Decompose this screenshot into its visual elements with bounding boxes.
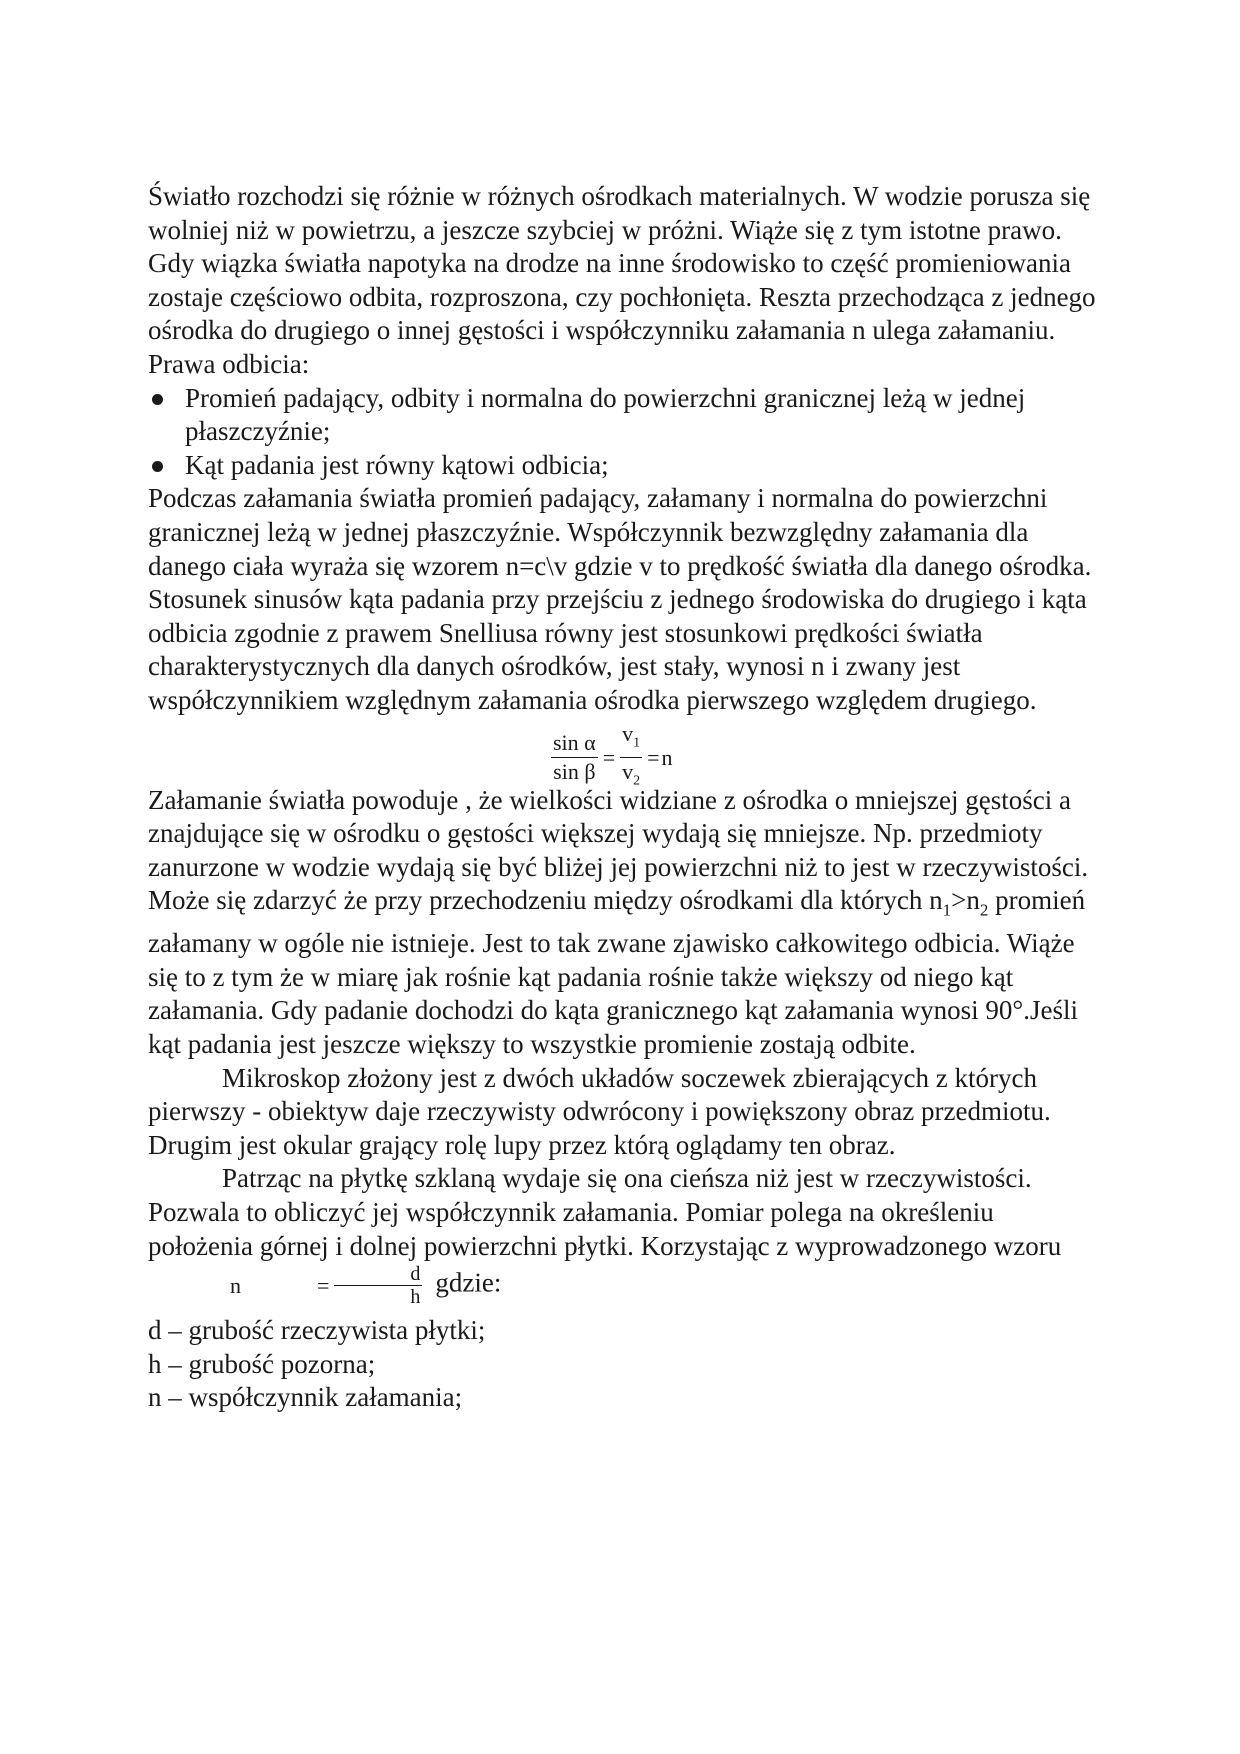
velocity-ratio-fraction [620, 720, 642, 796]
fraction-denominator: sin β [553, 758, 596, 784]
equals-sign: = [317, 1272, 330, 1298]
paragraph-microscope: Mikroskop złożony jest z dwóch układów soczewek zbierających z których pierwszy - obiektyw daje rzeczywisty odwrócony i powiększony obraz przedmiotu. Drugim jest okular grający rolę lupy przez którą oglądamy ten obraz. [148, 1062, 1051, 1160]
fraction-denominator [620, 758, 642, 795]
equals-sign: = [647, 744, 660, 770]
reflection-laws-list [148, 382, 1098, 483]
definition-item: n – współczynnik załamania; [148, 1382, 463, 1413]
reflection-laws-heading: Prawa odbicia: [148, 348, 310, 379]
velocity-symbol: v [622, 758, 634, 784]
paragraph-refraction: Podczas załamania światła promień padający, załamany i normalna do powierzchni granicznej leżą w jednej płaszczyźnie. Współczynnik bezwzględny załamania dla danego ciała wyraża się wzorem n=c\v gdzie v to prędkość światła dla danego ośrodka. Stosunek sinusów kąta padania przy przejściu z jednego środowiska do drugiego i kąta odbicia zgodnie z prawem Snelliusa równy jest stosunkowi prędkości światła charakterystycznych dla danych ośrodków, jest stały, wynosi n i zwany jest współczynnikiem względnym załamania ośrodka pierwszego względem drugiego. [148, 483, 1092, 715]
text-run: gdzie: [435, 1267, 502, 1298]
thickness-formula [156, 1263, 425, 1308]
paragraph-intro: Światło rozchodzi się różnie w różnych ośrodkach materialnych. W wodzie porusza się wolniej niż w powietrzu, a jeszcze szybciej w próżni. Wiąże się z tym istotne prawo. Gdy wiązka światła napotyka na drodze na inne środowisko to część promieniowania zostaje częściowo odbita, rozproszona, czy pochłonięta. Reszta przechodząca z jednego ośrodka do drugiego o innej gęstości i współczynniku załamania n ulega załamaniu. [148, 181, 1096, 346]
document-body [148, 180, 1098, 1415]
list-item [148, 449, 1098, 483]
text-run: Patrząc na płytkę szklaną wydaje się ona cieńsza niż jest w rzeczywistości. Pozwala to obliczyć jej współczynnik załamania. Pomiar polega na określeniu położenia górnej i dolnej powierzchni płytki. Korzystając z wyprowadzonego wzoru [148, 1163, 1062, 1261]
bullet-icon [152, 461, 163, 472]
fraction-numerator: sin α [551, 729, 598, 758]
text-run: promień załamany w ogóle nie istnieje. Jest to tak zwane zjawisko całkowitego odbicia. Wiąże się to z tym że w miarę jak rośnie kąt padania rośnie także większy od niego kąt załamania. Gdy padanie dochodzi do kąta granicznego kąt załamania wynosi 90°.Jeśli kąt padania jest jeszcze większy to wszystkie promienie zostają odbite. [148, 885, 1086, 1060]
list-item-text: Promień padający, odbity i normalna do powierzchni granicznej leżą w jednej płaszczyźnie; [185, 382, 1026, 447]
refractive-index-symbol: n [661, 744, 673, 770]
fraction-numerator [620, 720, 642, 758]
subscript: 2 [979, 900, 989, 920]
definition-item: d – grubość rzeczywista płytki; [148, 1315, 486, 1346]
subscript: 1 [942, 900, 952, 920]
paragraph-glass-plate [148, 1162, 1098, 1308]
thickness-fraction [334, 1263, 422, 1308]
snell-formula-block [148, 718, 1098, 789]
definitions-list [148, 1314, 1098, 1415]
bullet-icon [152, 394, 163, 405]
list-item [148, 382, 1098, 449]
fraction-numerator: d [334, 1263, 422, 1286]
subscript: 2 [633, 773, 641, 789]
text-run: Załamanie światła powoduje , że wielkości widziane z ośrodka o mniejszej gęstości a znajdujące się w ośrodku o gęstości większej wydają się mniejsze. Np. przedmioty zanurzone w wodzie wydają się być bliżej jej powierzchni niż to jest w rzeczywistości. Może się zdarzyć że przy przechodzeniu między ośrodkami dla których [148, 784, 1089, 916]
definition-item: h – grubość pozorna; [148, 1348, 376, 1379]
paragraph-total-reflection [148, 784, 1098, 1062]
list-item-text: Kąt padania jest równy kątowi odbicia; [185, 449, 609, 480]
velocity-symbol: v [622, 720, 634, 746]
text-run: n [929, 885, 943, 916]
text-run: n [966, 885, 980, 916]
sine-ratio-fraction [551, 729, 598, 786]
subscript: 1 [633, 734, 641, 750]
text-run: > [951, 885, 967, 916]
refractive-index-symbol: n [230, 1272, 241, 1298]
snell-formula [548, 720, 673, 796]
equals-sign: = [602, 744, 616, 770]
fraction-denominator: h [410, 1286, 421, 1309]
